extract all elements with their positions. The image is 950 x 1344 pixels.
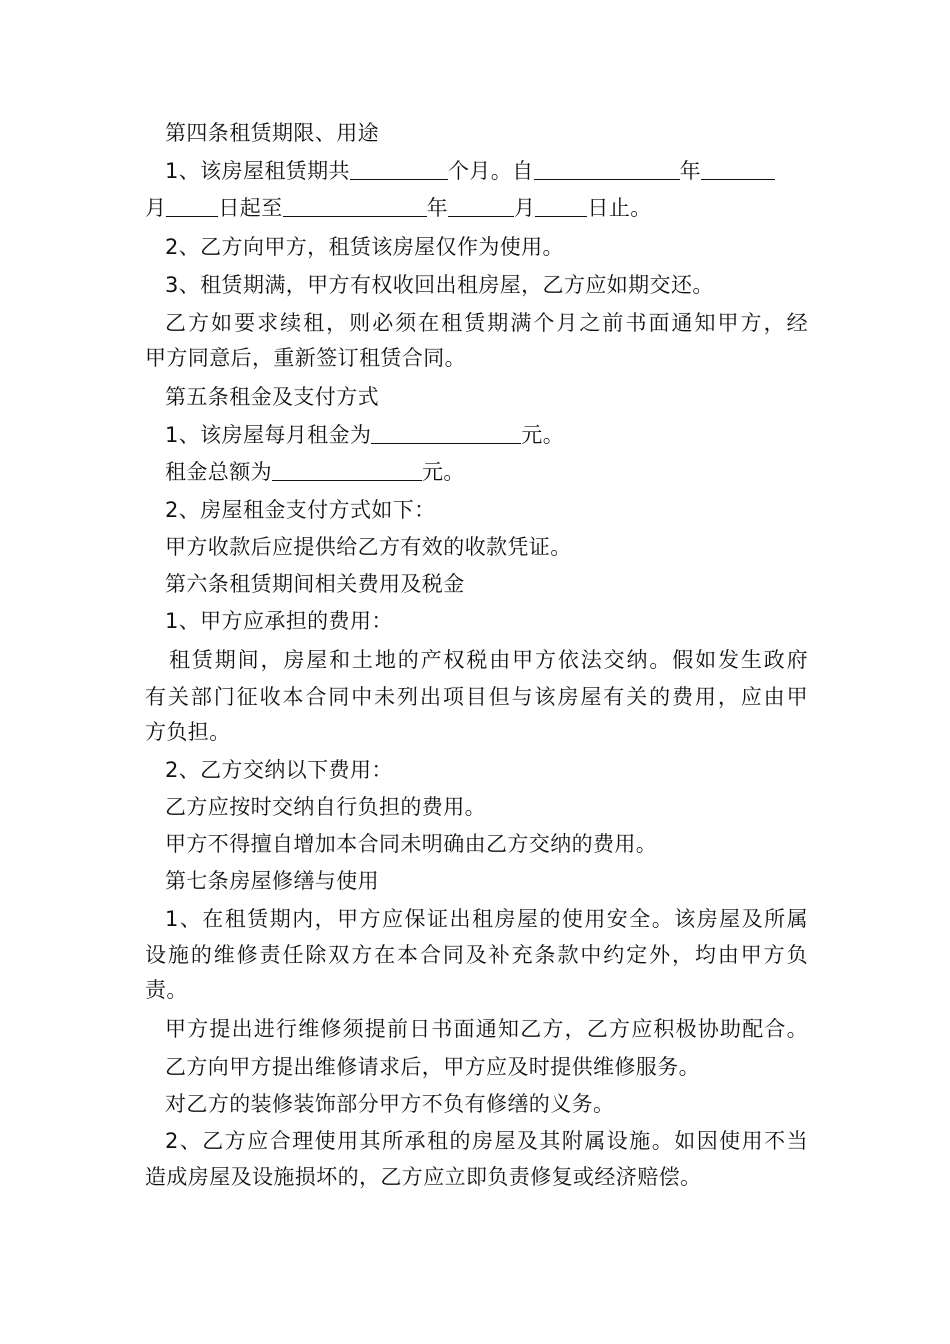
- article-7-item-1-line-1: 1、在租赁期内，甲方应保证出租房屋的使用安全。该房屋及所属: [165, 907, 808, 931]
- article-4-title: 第四条租赁期限、用途: [165, 121, 379, 145]
- article-4-item-1-line-1: [165, 156, 775, 186]
- article-5-receipt: 甲方收款后应提供给乙方有效的收款凭证。: [165, 535, 572, 559]
- article-6-item-1-text-line-3: 方负担。: [145, 720, 231, 744]
- renewal-line-1: 乙方如要求续租，则必须在租赁期满个月之前书面通知甲方，经: [165, 311, 808, 335]
- article-7-decoration: 对乙方的装修装饰部分甲方不负有修缮的义务。: [165, 1092, 615, 1116]
- monthly-rent-blank: [371, 422, 521, 444]
- renewal-line-2: 甲方同意后，重新签订租赁合同。: [145, 346, 466, 370]
- article-7-item-1-line-2: 设施的维修责任除双方在本合同及补充条款中约定外，均由甲方负: [145, 943, 808, 967]
- term-text: 个月。自: [447, 159, 534, 183]
- article-6-no-increase: 甲方不得擅自增加本合同未明确由乙方交纳的费用。: [165, 832, 658, 856]
- end-year-blank: [283, 195, 427, 217]
- article-5-item-1: [165, 420, 564, 450]
- rent-text: 租金总额为: [165, 460, 272, 484]
- article-4-item-2: 2、乙方向甲方，租赁该房屋仅作为使用。: [165, 235, 564, 259]
- article-7-repair-notice: 甲方提出进行维修须提前日书面通知乙方，乙方应积极协助配合。: [165, 1017, 808, 1041]
- article-5-total: [165, 457, 465, 487]
- end-day-blank: [535, 195, 587, 217]
- start-day-blank: [166, 195, 218, 217]
- term-text: 日起至: [218, 196, 283, 220]
- article-6-item-2: 2、乙方交纳以下费用：: [165, 758, 393, 782]
- term-text: 日止。: [587, 196, 652, 220]
- article-6-item-2-text: 乙方应按时交纳自行负担的费用。: [165, 795, 486, 819]
- article-4-item-1-line-2: [145, 193, 652, 223]
- rent-text: 元。: [422, 460, 465, 484]
- term-text: 年: [426, 196, 449, 220]
- article-7-item-1-line-3: 责。: [145, 978, 188, 1002]
- article-7-title: 第七条房屋修缮与使用: [165, 869, 379, 893]
- term-text: 月: [514, 196, 536, 220]
- end-month-blank: [448, 195, 514, 217]
- term-text: 1、该房屋租赁期共: [165, 159, 350, 183]
- article-6-item-1: 1、甲方应承担的费用：: [165, 609, 393, 633]
- start-year-blank: [534, 158, 680, 180]
- term-text: 月: [145, 196, 167, 220]
- term-months-blank: [350, 158, 448, 180]
- article-6-item-1-text-line-1: 租赁期间，房屋和土地的产权税由甲方依法交纳。假如发生政府: [169, 648, 808, 672]
- article-5-title: 第五条租金及支付方式: [165, 385, 379, 409]
- start-month-blank: [701, 158, 775, 180]
- term-text: 年: [679, 159, 701, 183]
- article-7-item-2-line-2: 造成房屋及设施损坏的，乙方应立即负责修复或经济赔偿。: [145, 1165, 702, 1189]
- article-7-repair-request: 乙方向甲方提出维修请求后，甲方应及时提供维修服务。: [165, 1055, 700, 1079]
- article-6-title: 第六条租赁期间相关费用及税金: [165, 572, 465, 596]
- article-5-item-2: 2、房屋租金支付方式如下：: [165, 498, 436, 522]
- total-rent-blank: [272, 459, 422, 481]
- rent-text: 1、该房屋每月租金为: [165, 423, 372, 447]
- article-6-item-1-text-line-2: 有关部门征收本合同中未列出项目但与该房屋有关的费用，应由甲: [145, 685, 808, 709]
- article-4-item-3: 3、租赁期满，甲方有权收回出租房屋，乙方应如期交还。: [165, 273, 714, 297]
- article-7-item-2-line-1: 2、乙方应合理使用其所承租的房屋及其附属设施。如因使用不当: [165, 1129, 808, 1153]
- rent-text: 元。: [521, 423, 565, 447]
